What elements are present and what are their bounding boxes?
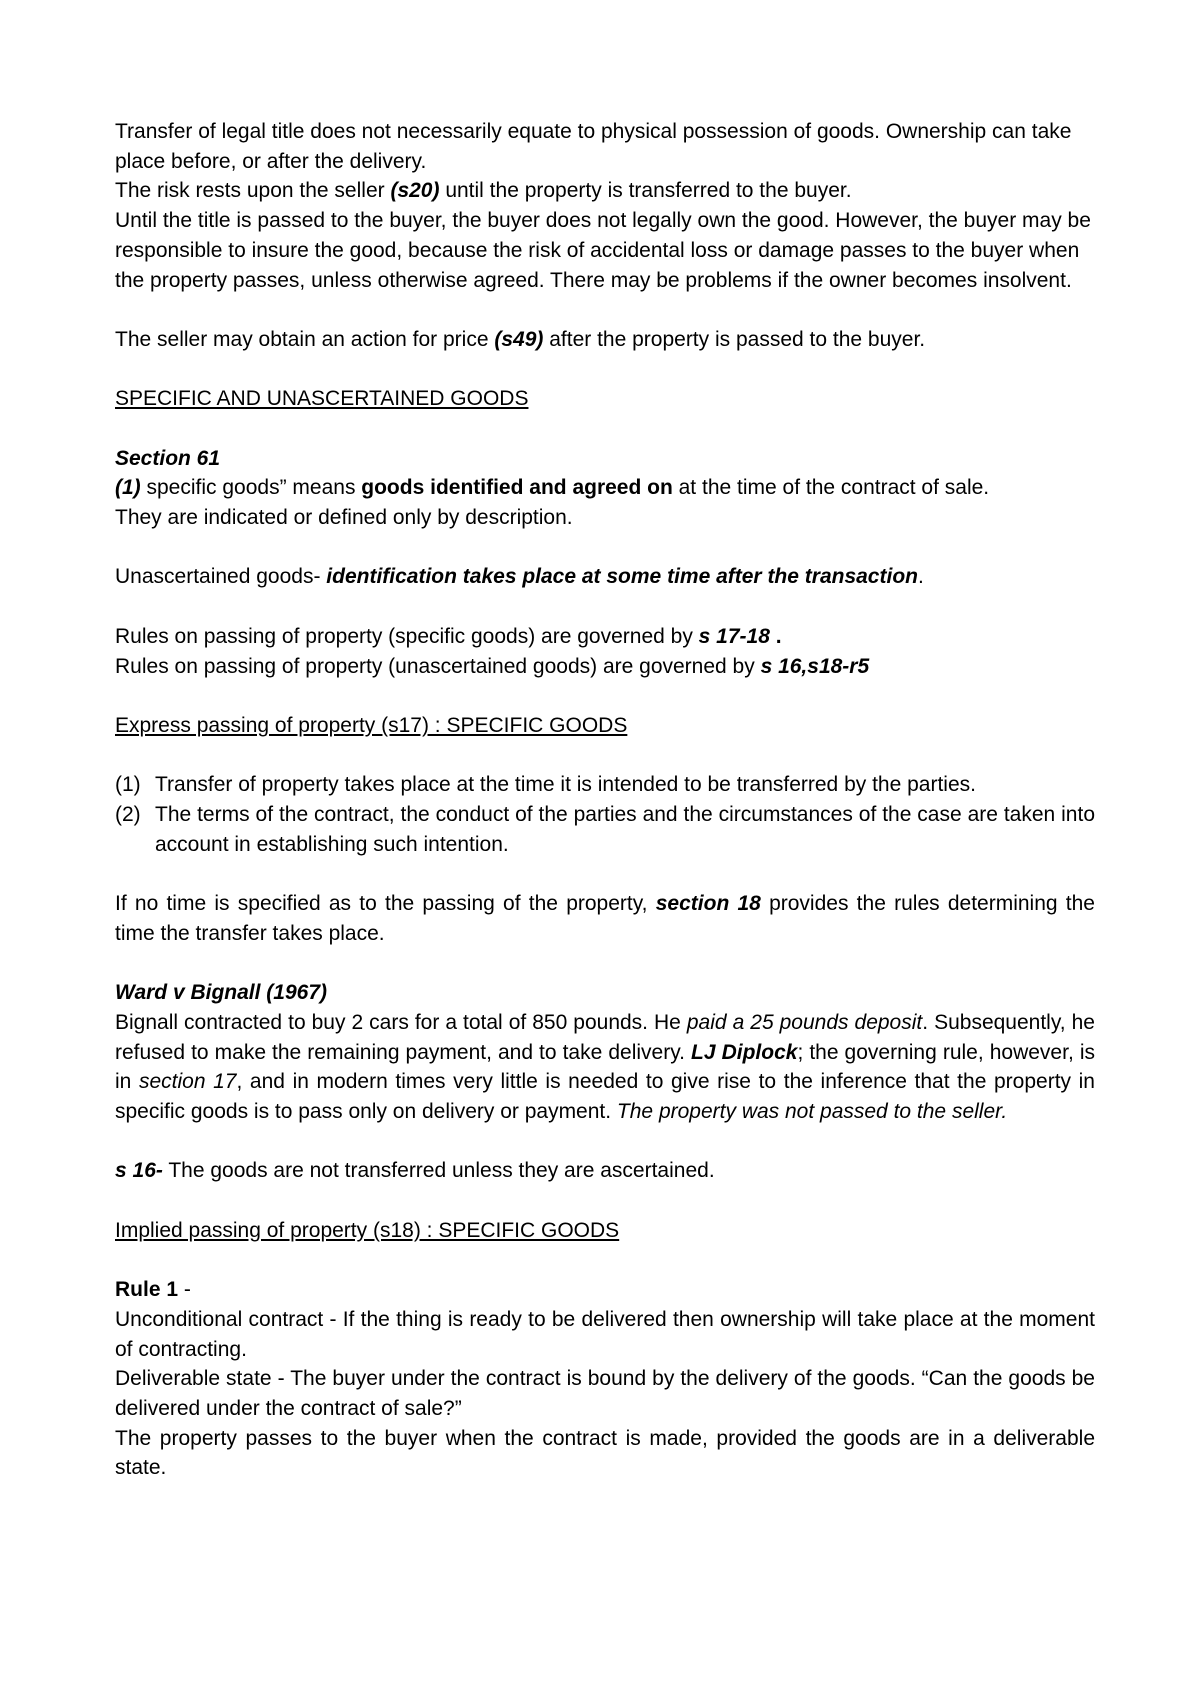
- case-section-17: section 17: [138, 1070, 237, 1094]
- rules-specific-end: .: [769, 624, 782, 648]
- definition-text-end: at the time of the contract of sale.: [672, 476, 990, 500]
- section-ref-s49: (s49): [494, 327, 544, 351]
- unascertained-goods-definition: [115, 562, 1095, 592]
- section-ref-s16-s18-r5: s 16,s18-r5: [760, 654, 870, 678]
- case-deposit: paid a 25 pounds deposit: [686, 1010, 923, 1034]
- unascertained-emphasis: identification takes place at some time after the transaction: [326, 565, 918, 589]
- section-ref-18: section 18: [655, 892, 761, 916]
- intro-paragraph-title-transfer: Transfer of legal title does not necessarily equate to physical possession of goods. Ownership can take place before, or after the delivery.: [115, 120, 1072, 173]
- list-item-text: Transfer of property takes place at the time it is intended to be transferred by the parties.: [155, 773, 976, 797]
- case-text-4: , and in modern times very little is needed to give rise to the inference that the property in specific goods is to pass only on delivery or payment.: [115, 1070, 1095, 1124]
- section-18-note: [115, 889, 1095, 948]
- list-item: [115, 770, 1095, 800]
- heading-express-passing: Express passing of property (s17) : SPECIFIC GOODS: [115, 713, 628, 737]
- definition-bold: goods identified and agreed on: [361, 476, 673, 500]
- intro-paragraph-risk: [115, 176, 1095, 206]
- unconditional-contract-text: Unconditional contract - If the thing is ready to be delivered then ownership will take place at the moment of contracting.: [115, 1307, 1095, 1361]
- deliverable-state-text: Deliverable state - The buyer under the contract is bound by the delivery of the goods. “Can the goods be delivered under the contract of sale?”: [115, 1367, 1095, 1421]
- case-text-3: ; the governing rule, however, is in: [115, 1040, 1095, 1094]
- risk-text-end: until the property is transferred to the buyer.: [439, 179, 852, 203]
- note-text: If no time is specified as to the passing of the property,: [115, 892, 656, 916]
- property-passes-text: The property passes to the buyer when the contract is made, provided the goods are in a deliverable state.: [115, 1426, 1095, 1480]
- definition-number: (1): [115, 476, 141, 500]
- s16-text: The goods are not transferred unless they are ascertained.: [162, 1159, 715, 1183]
- rules-specific-text: Rules on passing of property (specific goods) are governed by: [115, 624, 699, 648]
- rule-title: Rule 1: [115, 1278, 179, 1302]
- list-item: [115, 800, 1095, 859]
- intro-paragraph-title-passing: Until the title is passed to the buyer, the buyer does not legally own the good. However, the buyer may be responsible to insure the good, because the risk of accidental loss or damage passes to the buyer when the property passes, unless otherwise agreed. There may be problems if the owner becomes insolvent.: [115, 209, 1091, 292]
- rules-unascertained-goods: [115, 652, 1095, 682]
- case-title: Ward v Bignall (1967): [115, 981, 328, 1005]
- section-16-note: [115, 1156, 1095, 1186]
- section-ref-s16: s 16-: [115, 1159, 163, 1183]
- risk-text: The risk rests upon the seller: [115, 179, 391, 203]
- heading-implied-passing: Implied passing of property (s18) : SPECIFIC GOODS: [115, 1218, 620, 1242]
- heading-specific-unascertained: SPECIFIC AND UNASCERTAINED GOODS: [115, 387, 529, 411]
- definition-text: specific goods” means: [140, 476, 362, 500]
- case-text-2: . Subsequently, he refused to make the remaining payment, and to take delivery.: [115, 1010, 1095, 1064]
- unascertained-label: Unascertained goods-: [115, 565, 327, 589]
- case-text-1: Bignall contracted to buy 2 cars for a total of 850 pounds. He: [115, 1010, 687, 1034]
- list-item-number: (2): [115, 803, 141, 827]
- rule-title-suffix: -: [178, 1278, 191, 1302]
- express-passing-list: [115, 770, 1095, 859]
- unascertained-end: .: [917, 565, 924, 589]
- action-text-end: after the property is passed to the buyer.: [543, 327, 926, 351]
- list-item-text: The terms of the contract, the conduct of the parties and the circumstances of the case are taken into account in establishing such intention.: [155, 803, 1095, 856]
- intro-paragraph-action-for-price: [115, 325, 1095, 355]
- judge-name: LJ Diplock: [691, 1040, 798, 1064]
- section-ref-s20: (s20): [390, 179, 440, 203]
- note-text-end: provides the rules determining the time the transfer takes place.: [115, 892, 1095, 945]
- rules-specific-goods: [115, 622, 1095, 652]
- action-text: The seller may obtain an action for price: [115, 327, 495, 351]
- rule-1-title: [115, 1275, 1095, 1305]
- section-61-title: Section 61: [115, 446, 221, 470]
- rules-unascertained-text: Rules on passing of property (unascertained goods) are governed by: [115, 654, 761, 678]
- specific-goods-description: They are indicated or defined only by description.: [115, 506, 573, 530]
- case-conclusion: The property was not passed to the seller.: [616, 1100, 1008, 1124]
- case-summary: [115, 1008, 1095, 1127]
- list-item-number: (1): [115, 773, 141, 797]
- specific-goods-definition: [115, 473, 1095, 503]
- section-ref-s17-18: s 17-18: [698, 624, 770, 648]
